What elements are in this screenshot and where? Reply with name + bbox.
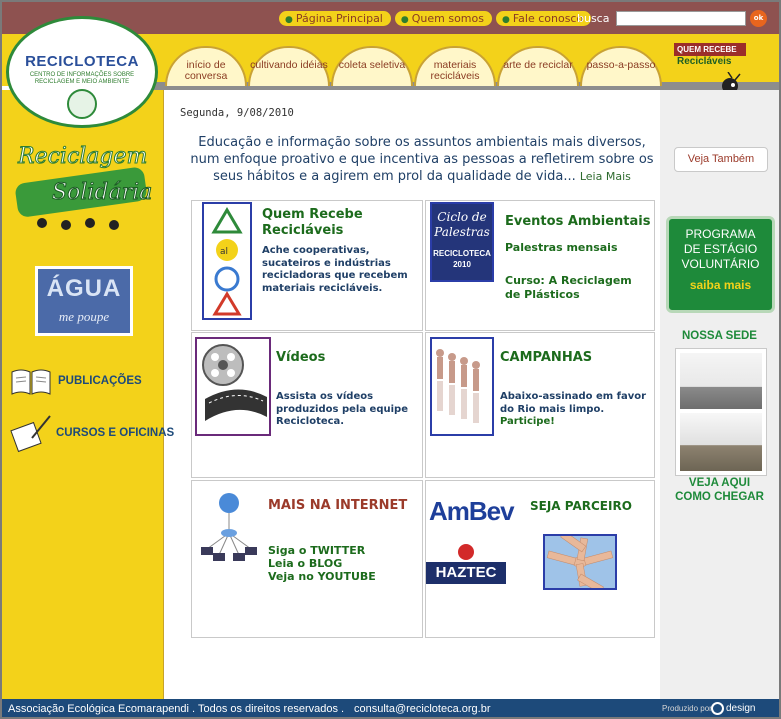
campanhas-title[interactable]: CAMPANHAS [500, 350, 593, 365]
saiba-mais-link[interactable]: saiba mais [689, 278, 752, 292]
tab-arte-de-reciclar[interactable]: arte de reciclar [497, 46, 579, 86]
videos-title[interactable]: Vídeos [276, 350, 326, 365]
tab-materiais-reciclaveis[interactable]: materiais recicláveis [414, 46, 496, 86]
programa-line2: DE ESTÁGIO [683, 242, 758, 256]
videos-text: Assista os vídeos produzidos pela equipe Recicloteca. [276, 391, 408, 427]
participe-link[interactable]: Participe! [500, 416, 555, 427]
logo[interactable] [6, 16, 158, 128]
reciclagem-solidaria-banner[interactable] [12, 137, 154, 237]
eventos-line2[interactable]: Curso: A Reciclagem de Plásticos [505, 274, 632, 301]
footer-email-link[interactable]: consulta@recicloteca.org.br [354, 703, 491, 715]
agua-subtitle: me poupe [58, 309, 110, 324]
parceiro-title[interactable]: SEJA PARCEIRO [530, 499, 632, 513]
poster-line1: Ciclo de [437, 210, 487, 224]
bullet-icon: ● [285, 15, 293, 25]
ambev-logo[interactable]: AmBev [429, 496, 514, 526]
como-chegar-line2: COMO CHEGAR [675, 491, 764, 503]
cursos-oficinas-label: CURSOS E OFICINAS [56, 427, 175, 439]
footer-design-link[interactable]: design [726, 703, 756, 714]
quem-recebe-title[interactable]: Quem Recebe Recicláveis [262, 207, 363, 238]
film-reel-icon [197, 339, 269, 434]
intro-text [188, 134, 656, 185]
tab-passo-a-passo[interactable]: passo-a-passo [580, 46, 662, 86]
eventos-title[interactable]: Eventos Ambientais [505, 214, 651, 229]
main-nav-tabs [165, 46, 662, 86]
agua-me-poupe-banner[interactable] [35, 266, 133, 336]
agua-banner-inner [38, 269, 130, 333]
top-links [279, 11, 591, 26]
blog-link[interactable]: Leia o BLOG [268, 557, 343, 570]
haztec-emblem-icon [458, 544, 474, 560]
footer-copyright: Associação Ecológica Ecomarapendi . Todos os direitos reservados . [8, 703, 345, 715]
hands-together-image[interactable] [543, 534, 617, 590]
poster-line3: RECICLOTECA [433, 249, 491, 258]
publicacoes-link[interactable] [10, 366, 142, 396]
logo-subtitle: CENTRO DE INFORMAÇÕES SOBRE RECICLAGEM E MEIO AMBIENTE [29, 72, 135, 85]
top-link-label: Quem somos [411, 12, 484, 25]
tab-coleta-seletiva[interactable]: coleta seletiva [331, 46, 413, 86]
nossa-sede-heading: NOSSA SEDE [682, 330, 757, 342]
tab-cultivando-ideias[interactable]: cultivando idéias [248, 46, 330, 86]
top-link-pagina-principal[interactable] [279, 11, 391, 26]
sede-photos[interactable] [675, 348, 767, 476]
programa-estagio-banner[interactable] [666, 216, 775, 313]
poster-line4: 2010 [453, 260, 471, 269]
hands-together-icon [545, 536, 615, 588]
veja-tambem-button[interactable]: Veja Também [674, 147, 768, 172]
recycling-symbols-image[interactable] [202, 202, 252, 320]
film-reel-image[interactable] [195, 337, 271, 436]
quem-recebe-badge[interactable] [674, 43, 746, 73]
leia-mais-link[interactable]: Leia Mais [579, 170, 631, 183]
people-chain-image[interactable] [430, 337, 494, 436]
bullet-icon: ● [501, 15, 510, 25]
network-globe-icon [199, 487, 259, 567]
tab-inicio-de-conversa[interactable]: início de conversa [165, 46, 247, 86]
campanhas-text: Abaixo-assinado em favor do Rio mais limpo. [500, 391, 647, 415]
programa-line1: PROGRAMA [685, 227, 756, 241]
search-input[interactable] [616, 11, 746, 26]
haztec-logo[interactable] [426, 544, 506, 584]
design-logo-icon [711, 702, 724, 715]
people-chain-icon [432, 339, 492, 434]
cursos-oficinas-link[interactable] [10, 412, 174, 454]
logo-name: RECICLOTECA [25, 53, 139, 70]
paper-quill-icon [10, 412, 52, 454]
quem-recebe-text: Ache cooperativas, sucateiros e indústrias recicladoras que recebem materiais recicláveis. [262, 245, 408, 294]
internet-title: MAIS NA INTERNET [268, 498, 408, 513]
top-link-quem-somos[interactable] [395, 11, 492, 26]
quem-recebe-badge-top: QUEM RECEBE [674, 43, 746, 56]
eventos-line1[interactable]: Palestras mensais [505, 241, 618, 254]
intro-body: Educação e informação sobre os assuntos ambientais mais diversos, num enfoque proativo e que incentiva as pessoas a refletirem sobre os seus hábitos e a agirem em prol da qualidade de vida... [190, 135, 654, 184]
sede-photo-2 [680, 413, 762, 471]
como-chegar-link[interactable] [660, 476, 779, 504]
footer-produced-by: Produzido por [662, 704, 712, 713]
ecomarapendi-seal-icon [67, 89, 97, 119]
reciclagem-text: Reciclagem [18, 144, 148, 169]
footer [2, 699, 779, 719]
youtube-link[interactable]: Veja no YOUTUBE [268, 570, 376, 583]
agua-title: ÁGUA [46, 275, 122, 302]
search-label: busca [577, 12, 610, 25]
recycling-symbols-icon [204, 204, 250, 318]
haztec-name: HAZTEC [426, 562, 506, 584]
como-chegar-line1: VEJA AQUI [688, 477, 751, 489]
programa-line3: VOLUNTÁRIO [681, 257, 760, 271]
quem-recebe-badge-bottom: Recicláveis [677, 56, 732, 67]
publicacoes-label: PUBLICAÇÕES [58, 375, 142, 387]
current-date: Segunda, 9/08/2010 [180, 107, 294, 119]
top-link-label: Página Principal [295, 12, 383, 25]
bullet-icon: ● [400, 15, 409, 25]
search-ok-button[interactable]: ok [750, 10, 767, 27]
twitter-link[interactable]: Siga o TWITTER [268, 544, 366, 557]
svg-text:al: al [220, 247, 229, 257]
ciclo-palestras-poster[interactable] [430, 202, 494, 282]
top-link-label: Fale conosco [512, 12, 584, 25]
open-book-icon [10, 366, 52, 396]
solidaria-text: Solidária [52, 180, 153, 205]
poster-line2: Palestras [434, 225, 490, 239]
sede-photo-1 [680, 353, 762, 409]
